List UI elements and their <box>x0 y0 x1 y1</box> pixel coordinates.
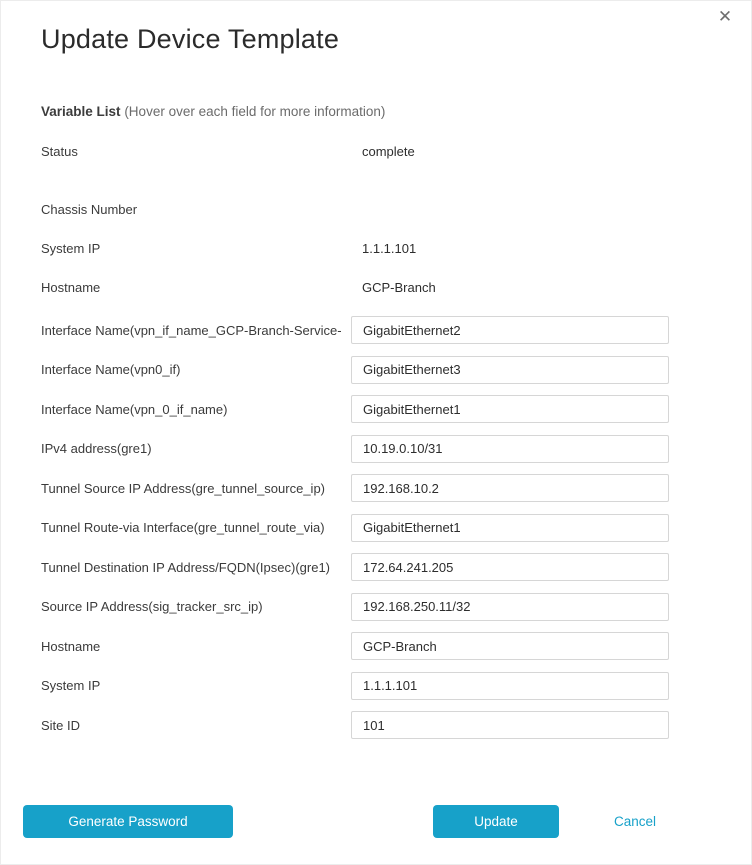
interface-name-vpn0-if-label: Interface Name(vpn0_if) <box>41 362 181 377</box>
row-interface-name-vpn-0-if-name <box>41 395 751 423</box>
update-button[interactable]: Update <box>433 805 559 838</box>
interface-name-vpn0-if-input[interactable] <box>351 356 669 384</box>
source-ip-sig-tracker-input[interactable] <box>351 593 669 621</box>
generate-password-button[interactable]: Generate Password <box>23 805 233 838</box>
tunnel-destination-ip-label: Tunnel Destination IP Address/FQDN(Ipsec)(gre1) <box>41 559 331 575</box>
close-icon[interactable]: ✕ <box>713 5 737 29</box>
chassis-number-label: Chassis Number <box>41 201 138 217</box>
hostname-input[interactable] <box>351 632 669 660</box>
site-id-label: Site ID <box>41 717 81 733</box>
status-value: complete <box>362 143 415 159</box>
tunnel-destination-ip-input[interactable] <box>351 553 669 581</box>
system-ip-label: System IP <box>41 678 101 693</box>
variable-list-header <box>41 103 751 121</box>
source-ip-sig-tracker-label: Source IP Address(sig_tracker_src_ip) <box>41 599 263 614</box>
interface-name-vpn-0-if-name-label: Interface Name(vpn_0_if_name) <box>41 401 228 417</box>
ipv4-address-gre1-input[interactable] <box>351 435 669 463</box>
system-ip-input[interactable] <box>351 672 669 700</box>
row-status <box>41 141 751 161</box>
tunnel-source-ip-input[interactable] <box>351 474 669 502</box>
row-ipv4-address-gre1 <box>41 435 751 463</box>
row-tunnel-route-via <box>41 514 751 542</box>
row-system-ip-static <box>41 238 751 258</box>
variable-list-hint: (Hover over each field for more information) <box>124 104 386 119</box>
row-interface-name-vpn0-if <box>41 356 751 384</box>
ipv4-address-gre1-label: IPv4 address(gre1) <box>41 441 152 456</box>
row-hostname-static <box>41 277 751 297</box>
system-ip-static-value: 1.1.1.101 <box>362 240 417 256</box>
row-hostname <box>41 632 751 660</box>
row-tunnel-source-ip <box>41 474 751 502</box>
tunnel-route-via-label: Tunnel Route-via Interface(gre_tunnel_route_via) <box>41 520 325 535</box>
status-label: Status <box>41 143 78 159</box>
hostname-static-label: Hostname <box>41 279 101 295</box>
row-system-ip <box>41 672 751 700</box>
cancel-button[interactable]: Cancel <box>614 814 657 829</box>
row-source-ip-sig-tracker <box>41 593 751 621</box>
variable-list-heading: Variable List <box>41 104 121 119</box>
tunnel-source-ip-label: Tunnel Source IP Address(gre_tunnel_source_ip) <box>41 480 326 496</box>
dialog-footer <box>1 805 751 838</box>
row-interface-name-service-vpn <box>41 316 751 344</box>
tunnel-route-via-input[interactable] <box>351 514 669 542</box>
interface-name-service-vpn-label: Interface Name(vpn_if_name_GCP-Branch-Service- <box>41 322 342 338</box>
site-id-input[interactable] <box>351 711 669 739</box>
row-site-id <box>41 711 751 739</box>
row-chassis-number <box>41 199 751 219</box>
interface-name-service-vpn-input[interactable] <box>351 316 669 344</box>
hostname-label: Hostname <box>41 638 101 654</box>
interface-name-vpn-0-if-name-input[interactable] <box>351 395 669 423</box>
variable-list <box>1 141 751 739</box>
row-tunnel-destination-ip <box>41 553 751 581</box>
page-title: Update Device Template <box>41 24 340 54</box>
hostname-static-value: GCP-Branch <box>362 279 436 295</box>
system-ip-static-label: System IP <box>41 240 101 256</box>
